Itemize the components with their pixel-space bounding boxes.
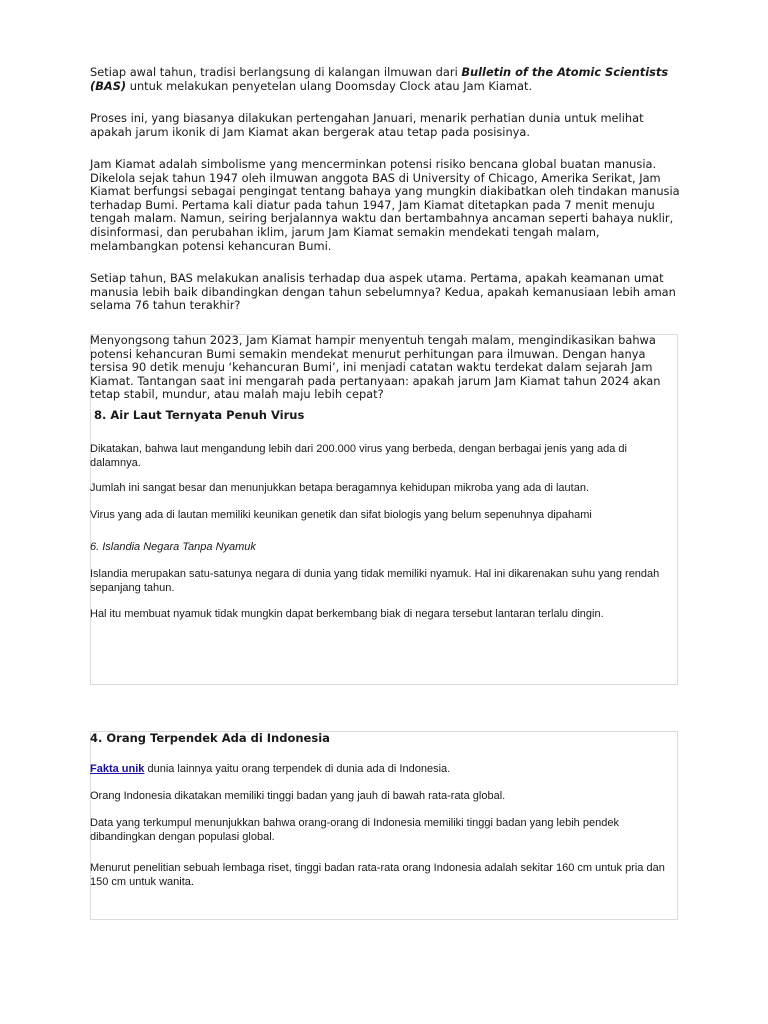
intro-text-suffix: untuk melakukan penyetelan ulang Doomsday Clock atau Jam Kiamat. xyxy=(126,78,533,93)
fakta-unik-link[interactable]: Fakta unik xyxy=(90,763,145,775)
publication-name: Bulletin of the Atomic Scientists (BAS) xyxy=(90,65,669,93)
box1-paragraph-4: Islandia merupakan satu-satunya negara di dunia yang tidak memiliki nyamuk. Hal ini dikarenakan suhu yang rendah sepanjang tahun. xyxy=(90,568,660,594)
box2-paragraph-1 xyxy=(90,763,680,777)
box1-lead-paragraph: Menyongsong tahun 2023, Jam Kiamat hampir menyentuh tengah malam, mengindikasikan bahwa potensi kehancuran Bumi semakin mendekat menurut perhitungan para ilmuwan. Dengan hanya tersisa 90 detik menuju ‘kehancuran Bumi’, ini menjadi catatan waktu terdekat dalam sejarah Jam Kiamat. Tantangan saat ini mengarah pada pertanyaan: apakah jarum Jam Kiamat tahun 2024 akan tetap stabil, mundur, atau malah maju lebih cepat? xyxy=(90,333,661,402)
intro-paragraph-1 xyxy=(90,66,680,93)
box2-paragraph-3: Data yang terkumpul menunjukkan bahwa orang-orang di Indonesia memiliki tinggi badan yang lebih pendek dibandingkan dengan populasi global. xyxy=(90,817,619,843)
box2-paragraph-4: Menurut penelitian sebuah lembaga riset, tinggi badan rata-rata orang Indonesia adalah sekitar 160 cm untuk pria dan 150 cm untuk wanita. xyxy=(90,862,665,888)
heading-shortest-people: 4. Orang Terpendek Ada di Indonesia xyxy=(90,731,330,745)
box1-paragraph-3: Virus yang ada di lautan memiliki keunikan genetik dan sifat biologis yang belum sepenuhnya dipahami xyxy=(90,509,592,521)
intro-paragraph-4: Setiap tahun, BAS melakukan analisis terhadap dua aspek utama. Pertama, apakah keamanan umat manusia lebih baik dibandingkan dengan tahun sebelumnya? Kedua, apakah kemanusiaan lebih aman selama 76 tahun terakhir? xyxy=(90,271,676,313)
heading-sea-virus: 8. Air Laut Ternyata Penuh Virus xyxy=(94,408,305,422)
box1-paragraph-5: Hal itu membuat nyamuk tidak mungkin dapat berkembang biak di negara tersebut lantaran terlalu dingin. xyxy=(90,608,604,620)
subheading-iceland: 6. Islandia Negara Tanpa Nyamuk xyxy=(90,541,256,553)
intro-paragraph-2: Proses ini, yang biasanya dilakukan pertengahan Januari, menarik perhatian dunia untuk melihat apakah jarum ikonik di Jam Kiamat akan bergerak atau tetap pada posisinya. xyxy=(90,111,644,139)
intro-paragraph-3: Jam Kiamat adalah simbolisme yang mencerminkan potensi risiko bencana global buatan manusia. Dikelola sejak tahun 1947 oleh ilmuwan anggota BAS di University of Chicago, Amerika Serikat, Jam Kiamat berfungsi sebagai pengingat tentang bahaya yang mungkin diakibatkan oleh tindakan manusia terhadap Bumi. Pertama kali diatur pada tahun 1947, Jam Kiamat ditetapkan pada 7 menit menuju tengah malam. Namun, seiring berjalannya waktu dan bertambahnya ancaman seperti bahaya nuklir, disinformasi, dan perubahan iklim, jarum Jam Kiamat semakin mendekati tengah malam, melambangkan potensi kehancuran Bumi. xyxy=(90,157,680,253)
box1-paragraph-1: Dikatakan, bahwa laut mengandung lebih dari 200.000 virus yang berbeda, dengan berbagai jenis yang ada di dalamnya. xyxy=(90,443,627,469)
box2-paragraph-2: Orang Indonesia dikatakan memiliki tinggi badan yang jauh di bawah rata-rata global. xyxy=(90,790,506,802)
box2-paragraph-1-rest: dunia lainnya yaitu orang terpendek di dunia ada di Indonesia. xyxy=(144,763,451,775)
intro-text-prefix: Setiap awal tahun, tradisi berlangsung di kalangan ilmuwan dari xyxy=(90,65,462,79)
box1-paragraph-2: Jumlah ini sangat besar dan menunjukkan betapa beragamnya kehidupan mikroba yang ada di lautan. xyxy=(90,482,590,494)
